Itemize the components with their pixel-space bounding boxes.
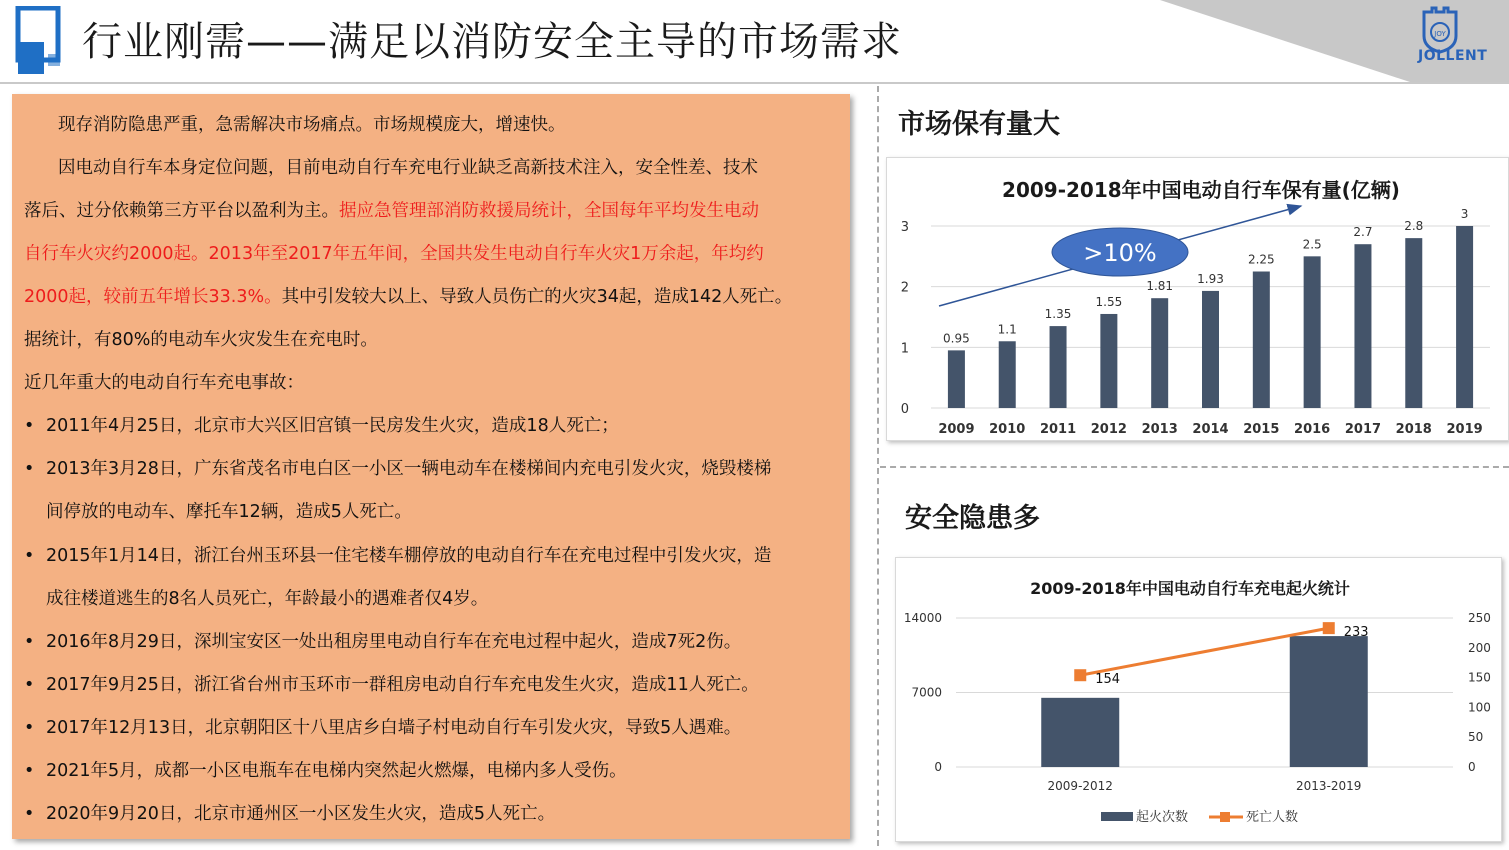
data-label: 1.93 — [1197, 271, 1224, 286]
bar — [1405, 238, 1422, 408]
incident-list-item-continued: 成往楼道逃生的8名人员死亡，年龄最小的遇难者仅4岁。 — [46, 589, 489, 609]
y-tick-label: 1 — [900, 341, 909, 357]
right-y-tick-label: 200 — [1468, 640, 1491, 655]
paragraph-line — [24, 276, 836, 319]
bar — [1151, 298, 1168, 408]
fire-stats-chart-card — [895, 557, 1502, 842]
chart-title: 2009-2018年中国电动自行车保有量(亿辆) — [1002, 178, 1400, 202]
incident-list-item: • 2015年1月14日，浙江台州玉环县一住宅楼车棚停放的电动自行车在充电过程中引发火灾，造 — [24, 535, 836, 578]
paragraph-line: 因电动自行车本身定位问题，目前电动自行车充电行业缺乏高新技术注入，安全性差、技术 — [58, 158, 758, 178]
bar — [1050, 326, 1067, 408]
right-y-tick-label: 250 — [1468, 611, 1491, 625]
statistic-highlight: 自行车火灾约2000起。2013年至2017年五年间，全国共发生电动自行车火灾1万余起，年均约 — [24, 244, 764, 264]
x-tick-label: 2017 — [1344, 422, 1382, 437]
incident-list-item: • 2020年9月20日，北京市通州区一小区发生火灾，造成5人死亡。 — [24, 793, 836, 836]
logo-text: JOLLENT — [1418, 48, 1488, 64]
data-label: 1.35 — [1044, 307, 1072, 322]
intro-paragraph: 现存消防隐患严重，急需解决市场痛点。市场规模庞大，增速快。 — [58, 115, 566, 135]
title-decoration-icon — [14, 6, 62, 74]
deaths-marker — [1323, 622, 1335, 634]
data-label: 3 — [1460, 207, 1469, 221]
deaths-data-label: 233 — [1343, 625, 1369, 641]
legend-label: 起火次数 — [1136, 810, 1189, 825]
y-tick-label: 2 — [900, 280, 909, 296]
x-tick-label: 2011 — [1039, 422, 1077, 437]
bar — [1304, 256, 1321, 408]
fire-hazard-textbox — [12, 94, 850, 839]
incident-list-heading: 近几年重大的电动自行车充电事故： — [24, 373, 304, 393]
safety-section-title: 安全隐患多 — [905, 503, 1040, 534]
chart-title: 2009-2018年中国电动自行车充电起火统计 — [1030, 579, 1350, 598]
data-label: 1.55 — [1095, 294, 1123, 309]
incident-list-item: • 2021年5月，成都一小区电瓶车在电梯内突然起火燃爆，电梯内多人受伤。 — [24, 750, 836, 793]
page-title: 行业刚需——满足以消防安全主导的市场需求 — [82, 19, 902, 65]
data-label: 0.95 — [943, 331, 970, 346]
x-tick-label: 2009 — [938, 422, 975, 437]
incident-list-item: • 2011年4月25日，北京市大兴区旧宫镇一民房发生火灾，造成18人死亡； — [24, 405, 836, 448]
bar — [1041, 698, 1119, 767]
incident-list-item: • 2017年9月25日，浙江省台州市玉环市一群租房电动自行车充电发生火灾，造成11人死亡。 — [24, 664, 836, 707]
bullet-icon: • — [24, 761, 35, 781]
bar — [1354, 244, 1371, 408]
x-tick-label: 2018 — [1395, 422, 1432, 437]
paragraph-line — [24, 190, 836, 233]
header-divider — [0, 82, 1509, 84]
right-y-tick-label: 100 — [1468, 700, 1491, 715]
data-label: 1.1 — [997, 322, 1017, 337]
incident-list-item: • 2013年3月28日，广东省茂名市电白区一小区一辆电动车在楼梯间内充电引发火灾，烧毁楼梯 — [24, 448, 836, 491]
bar — [1100, 314, 1117, 408]
x-tick-label: 2014 — [1192, 422, 1229, 437]
right-y-tick-label: 150 — [1468, 670, 1491, 685]
fire-stats-combo-chart — [896, 558, 1501, 841]
deaths-marker — [1074, 669, 1086, 681]
bullet-icon: • — [24, 459, 35, 479]
incident-list-item-continued: 间停放的电动车、摩托车12辆，造成5人死亡。 — [46, 502, 412, 522]
logo-emblem-text: JOY — [1434, 30, 1446, 38]
right-y-tick-label: 0 — [1468, 760, 1476, 774]
x-tick-label: 2012 — [1090, 422, 1127, 437]
left-y-tick-label: 14000 — [903, 611, 942, 625]
x-tick-label: 2010 — [989, 422, 1026, 437]
legend-bar-swatch — [1101, 812, 1133, 821]
logo-shield-icon — [1410, 6, 1470, 54]
bar — [1456, 226, 1473, 408]
paragraph-text: 落后、过分依赖第三方平台以盈利为主。 — [24, 201, 339, 221]
bar — [999, 341, 1016, 408]
statistic-highlight: 2000起，较前五年增长33.3%。 — [24, 287, 282, 307]
x-tick-label: 2016 — [1294, 422, 1331, 437]
bar — [948, 350, 965, 408]
bar — [1253, 272, 1270, 409]
growth-annotation: >10% — [1083, 239, 1157, 267]
bar — [1290, 636, 1368, 767]
bullet-icon: • — [24, 675, 35, 695]
bar — [1202, 291, 1219, 408]
left-y-tick-label: 0 — [934, 760, 942, 774]
data-label: 1.81 — [1146, 279, 1174, 294]
x-tick-label: 2015 — [1243, 422, 1280, 437]
y-tick-label: 3 — [900, 220, 909, 235]
paragraph-line: 据统计，有80%的电动车火灾发生在充电时。 — [24, 330, 378, 350]
x-tick-label: 2019 — [1446, 422, 1483, 437]
horizontal-divider — [880, 466, 1509, 468]
left-y-tick-label: 7000 — [911, 685, 942, 700]
data-label: 2.8 — [1404, 219, 1424, 234]
legend-line-marker — [1220, 812, 1230, 822]
deaths-data-label: 154 — [1095, 672, 1121, 688]
bullet-icon: • — [24, 632, 35, 652]
incident-list-item: • 2016年8月29日，深圳宝安区一处出租房里电动自行车在充电过程中起火，造成7死2伤。 — [24, 621, 836, 664]
data-label: 2.25 — [1247, 252, 1275, 267]
ownership-bar-chart — [887, 158, 1508, 440]
x-tick-label: 2009-2012 — [1047, 779, 1113, 793]
data-label: 2.5 — [1302, 237, 1322, 252]
ownership-chart-card — [886, 157, 1509, 441]
header — [0, 0, 1509, 84]
x-tick-label: 2013 — [1141, 422, 1178, 437]
bullet-icon: • — [24, 546, 35, 566]
paragraph-text: 其中引发较大以上、导致人员伤亡的火灾34起，造成142人死亡。 — [281, 287, 793, 307]
bullet-icon: • — [24, 416, 35, 436]
market-section-title: 市场保有量大 — [898, 109, 1060, 140]
legend-label: 死亡人数 — [1246, 810, 1299, 825]
bullet-icon: • — [24, 718, 35, 738]
incident-list-item: • 2017年12月13日，北京朝阳区十八里店乡白墙子村电动自行车引发火灾，导致5人遇难。 — [24, 707, 836, 750]
y-tick-label: 0 — [900, 402, 909, 417]
vertical-divider — [877, 86, 879, 846]
x-tick-label: 2013-2019 — [1296, 779, 1362, 793]
bullet-icon: • — [24, 804, 35, 824]
data-label: 2.7 — [1353, 225, 1373, 240]
right-y-tick-label: 50 — [1468, 730, 1484, 745]
statistic-highlight: 据应急管理部消防救援局统计，全国每年平均发生电动 — [339, 201, 759, 221]
